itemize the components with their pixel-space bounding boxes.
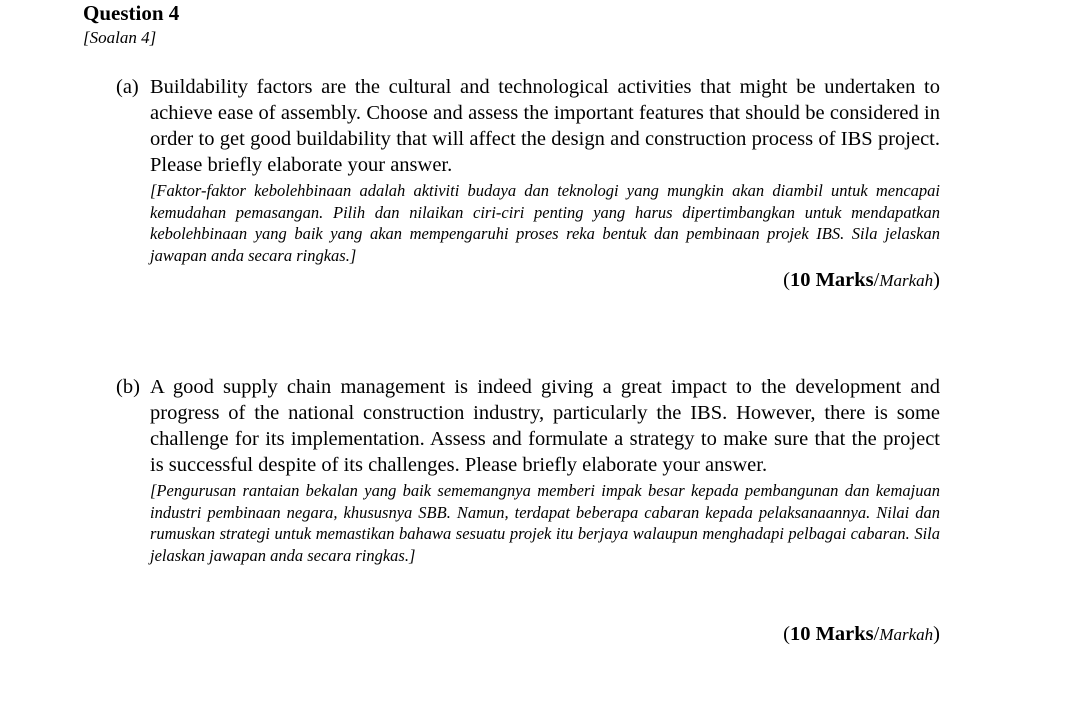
part-b-marks-value: 10 Marks <box>789 623 874 645</box>
part-a-body <box>150 74 940 266</box>
part-b-malay-text: [Pengurusan rantaian bekalan yang baik sememangnya memberi impak besar kepada pembangunan dan kemajuan industri pembinaan negara, khususnya SBB. Namun, terdapat beberapa cabaran kepada pelaksanaannya. Nilai dan rumuskan strategi untuk memastikan bahawa sesuatu projek itu berjaya walaupun menghadapi pelbagai cabaran. Sila jelaskan jawapan anda secara ringkas.] <box>150 481 940 565</box>
part-a-marks-separator: / <box>873 269 880 291</box>
part-b-marks-malay: Markah <box>879 625 934 644</box>
part-a-marks-open: ( <box>783 269 790 291</box>
part-a-marks-close: ) <box>933 269 940 291</box>
part-b-label: (b) <box>116 376 140 398</box>
part-a-english-text: Buildability factors are the cultural and technological activities that might be undertaken to achieve ease of assembly. Choose and assess the important features that should be considered in order to get good buildability that will affect the design and construction process of IBS project. Please briefly elaborate your answer. <box>150 76 940 176</box>
part-b-marks <box>783 621 940 648</box>
part-b-marks-close: ) <box>933 623 940 645</box>
part-a-malay-text: [Faktor-faktor kebolehbinaan adalah aktiviti budaya dan teknologi yang mungkin akan diambil untuk mencapai kemudahan pemasangan. Pilih dan nilaikan ciri-ciri penting yang harus dipertimbangkan untuk mendapatkan kebolehbinaan yang baik yang akan mempengaruhi proses reka bentuk dan pembinaan projek IBS. Sila jelaskan jawapan anda secara ringkas.] <box>150 181 940 265</box>
part-a-marks-malay: Markah <box>879 271 934 290</box>
part-b-marks-open: ( <box>783 623 790 645</box>
part-b-marks-separator: / <box>873 623 880 645</box>
part-b-english-text: A good supply chain management is indeed giving a great impact to the development and progress of the national construction industry, particularly the IBS. However, there is some challenge for its implementation. Assess and formulate a strategy to make sure that the project is successful despite of its challenges. Please briefly elaborate your answer. <box>150 376 940 476</box>
question-subtitle: [Soalan 4] <box>83 28 157 47</box>
part-b-body <box>150 374 940 566</box>
question-part-b <box>116 374 940 566</box>
question-title: Question 4 <box>83 1 180 25</box>
question-part-a <box>116 74 940 266</box>
part-a-marks-value: 10 Marks <box>789 269 874 291</box>
part-a-marks <box>783 267 940 294</box>
part-a-label: (a) <box>116 76 139 98</box>
